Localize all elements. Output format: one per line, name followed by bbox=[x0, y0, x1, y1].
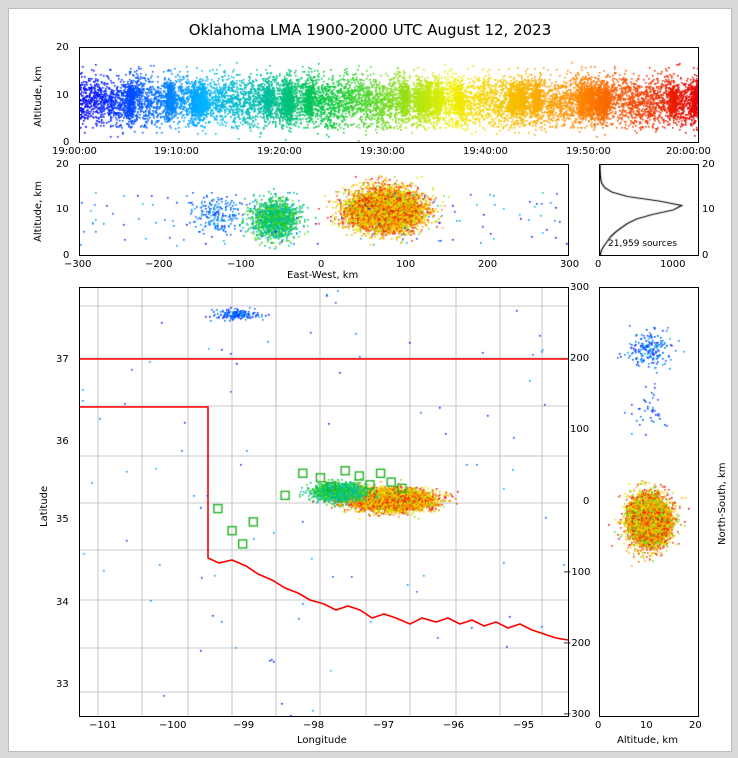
time-height-xtick: 19:10:00 bbox=[154, 146, 199, 157]
time-height-ytick: 20 bbox=[56, 42, 69, 53]
map-xlabel: Longitude bbox=[297, 735, 347, 746]
time-height-xtick: 19:00:00 bbox=[52, 146, 97, 157]
ns-xtick: 10 bbox=[640, 720, 653, 731]
ew-xtick: 100 bbox=[396, 259, 416, 270]
map-xtick: −99 bbox=[233, 720, 255, 731]
time-height-xtick: 19:20:00 bbox=[257, 146, 302, 157]
map-xtick: −97 bbox=[373, 720, 395, 731]
hist-ytick: 10 bbox=[702, 204, 715, 215]
map-ytick: 35 bbox=[56, 514, 69, 525]
map-ylabel: Latitude bbox=[39, 485, 50, 527]
east-west-xlabel: East-West, km bbox=[287, 270, 359, 281]
ns-ytick: −200 bbox=[563, 638, 591, 649]
map-xtick: −100 bbox=[159, 720, 187, 731]
time-height-xtick: 19:50:00 bbox=[566, 146, 611, 157]
ns-ytick: 100 bbox=[570, 424, 590, 435]
ns-ytick: 300 bbox=[570, 282, 590, 293]
map-panel bbox=[79, 287, 569, 717]
map-xtick: −96 bbox=[443, 720, 465, 731]
map-xtick: −95 bbox=[513, 720, 535, 731]
ns-xtick: 0 bbox=[595, 720, 602, 731]
ew-xtick: 0 bbox=[318, 259, 325, 270]
ew-ytick: 10 bbox=[56, 204, 69, 215]
source-count-label: 21,959 sources bbox=[608, 239, 677, 249]
ew-ytick: 0 bbox=[63, 250, 70, 261]
map-xtick: −101 bbox=[89, 720, 117, 731]
time-height-xtick: 19:40:00 bbox=[463, 146, 508, 157]
ns-ytick: 200 bbox=[570, 353, 590, 364]
hist-xtick: 1000 bbox=[660, 259, 686, 270]
time-height-xtick: 19:30:00 bbox=[360, 146, 405, 157]
ns-ytick: 0 bbox=[583, 496, 590, 507]
map-ytick: 33 bbox=[56, 679, 69, 690]
ew-xtick: 300 bbox=[560, 259, 580, 270]
time-height-xtick: 20:00:00 bbox=[666, 146, 711, 157]
time-height-ytick: 10 bbox=[56, 90, 69, 101]
figure-title: Oklahoma LMA 1900-2000 UTC August 12, 2023 bbox=[188, 21, 552, 39]
map-ytick: 37 bbox=[56, 354, 69, 365]
hist-ytick: 0 bbox=[702, 250, 709, 261]
ew-xtick: −200 bbox=[145, 259, 173, 270]
east-west-ylabel: Altitude, km bbox=[33, 181, 44, 242]
ns-xtick: 20 bbox=[689, 720, 702, 731]
hist-ytick: 20 bbox=[702, 159, 715, 170]
ns-ytick: −300 bbox=[563, 709, 591, 720]
ew-xtick: −100 bbox=[227, 259, 255, 270]
time-height-ylabel: Altitude, km bbox=[33, 66, 44, 127]
altitude-histogram-panel bbox=[599, 164, 699, 256]
time-height-ytick: 0 bbox=[63, 137, 70, 148]
map-ytick: 34 bbox=[56, 597, 69, 608]
time-height-panel bbox=[79, 47, 699, 143]
ew-xtick: 200 bbox=[478, 259, 498, 270]
east-west-height-panel bbox=[79, 164, 569, 256]
north-south-altitude-panel bbox=[599, 287, 699, 717]
figure-root bbox=[8, 8, 732, 752]
ns-ytick: −100 bbox=[563, 567, 591, 578]
map-ytick: 36 bbox=[56, 436, 69, 447]
ew-ytick: 20 bbox=[56, 159, 69, 170]
ew-xtick: −300 bbox=[64, 259, 92, 270]
north-south-ylabel: North-South, km bbox=[717, 462, 728, 545]
north-south-xlabel: Altitude, km bbox=[617, 735, 678, 746]
map-xtick: −98 bbox=[303, 720, 325, 731]
hist-xtick: 0 bbox=[595, 259, 602, 270]
